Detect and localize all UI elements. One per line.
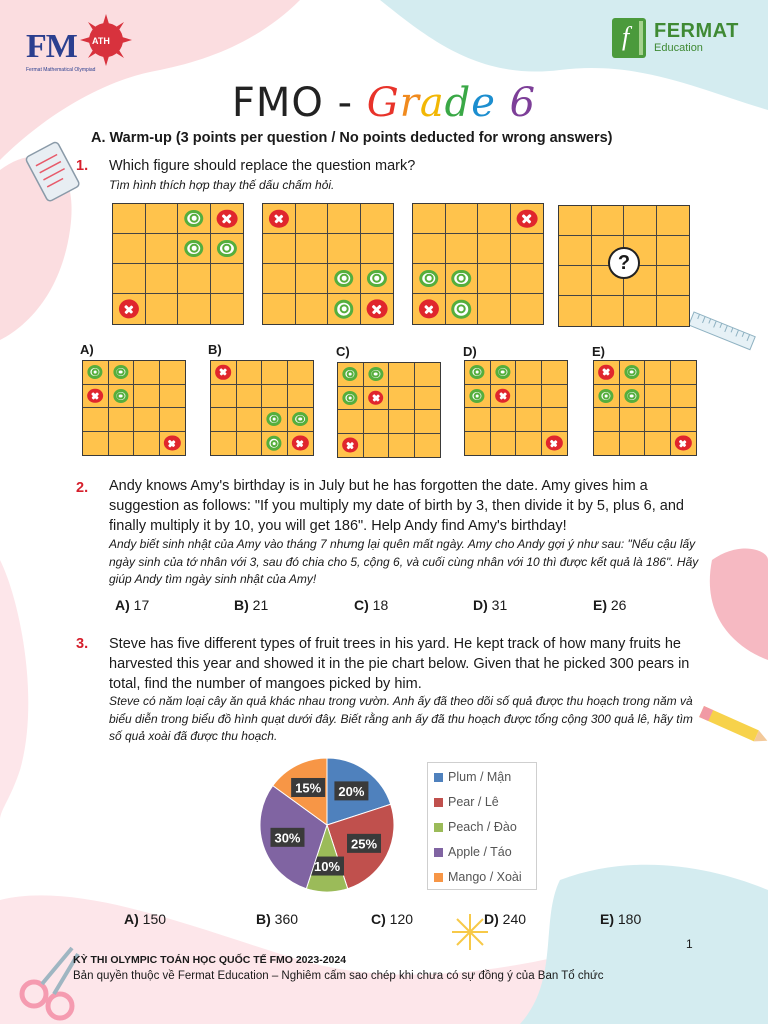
grid-cell: [262, 361, 288, 385]
green-ring-icon: [367, 270, 387, 288]
grid-cell: [146, 294, 179, 324]
green-ring-icon: [184, 240, 204, 258]
sequence-grid-2: [262, 203, 394, 325]
legend-item: [434, 769, 511, 785]
answer-letter: C): [371, 911, 386, 927]
answer-option-q2[interactable]: [234, 597, 268, 613]
grid-cell: [413, 204, 446, 234]
grid-cell: [361, 234, 394, 264]
question-3-text: Steve has five different types of fruit trees in his yard. He kept track of how many fruits he harvested this year and showed it in the pie chart below. Given that he picked 300 pears in total, find the number of mangoes picked by him.: [109, 636, 690, 692]
grid-cell: [389, 363, 415, 387]
grid-cell: [237, 361, 263, 385]
red-cross-icon: [546, 436, 562, 451]
red-cross-icon: [368, 391, 384, 405]
section-heading: A. Warm-up (3 points per question / No points deducted for wrong answers): [91, 130, 613, 146]
title-grade-letter: [496, 80, 510, 126]
grid-cell: [620, 361, 646, 385]
red-cross-icon: [495, 389, 511, 403]
title-grade-letter: e: [471, 80, 496, 126]
red-cross-icon: [419, 299, 439, 318]
grid-cell: [211, 385, 237, 409]
grid-cell: [263, 234, 296, 264]
grid-cell: [478, 204, 511, 234]
grid-cell: [594, 361, 620, 385]
red-cross-icon: [342, 438, 358, 453]
legend-swatch: [434, 873, 443, 882]
answer-option-q2[interactable]: [354, 597, 388, 613]
option-grid-3: [337, 362, 441, 458]
page-number: 1: [686, 937, 693, 951]
red-cross-icon: [119, 299, 139, 318]
grid-cell: [83, 385, 109, 409]
answer-value: 17: [129, 597, 150, 613]
grid-cell: [491, 432, 517, 456]
answer-option-q3[interactable]: [371, 911, 413, 927]
grid-cell: [594, 408, 620, 432]
legend-item: [434, 819, 517, 835]
question-2-number: 2.: [76, 480, 89, 496]
grid-cell: [134, 408, 160, 432]
footer-copyright: Bản quyền thuộc về Fermat Education – Nghiêm cấm sao chép khi chưa có sự đồng ý của Ban Tổ chức: [73, 970, 604, 982]
brand-glyph: f: [622, 22, 630, 51]
green-ring-icon: [267, 436, 282, 451]
grid-cell: [211, 294, 244, 324]
grid-cell: [237, 432, 263, 456]
grid-cell: [491, 361, 517, 385]
legend-label: Peach / Đào: [448, 820, 517, 834]
grid-cell: [413, 294, 446, 324]
grid-cell: [389, 387, 415, 411]
legend-swatch: [434, 823, 443, 832]
pie-data-label: 15%: [295, 780, 322, 796]
grid-cell: [146, 234, 179, 264]
grid-cell: [296, 264, 329, 294]
question-2-text: Andy knows Amy's birthday is in July but he has forgotten the date. Amy gives him a suggestion as follows: "If you multiply my date of birth by 3, then divide it by 5, plus 6, and finally multiply it by 10, you will get 186". Help Andy find Amy's birthday!: [109, 478, 684, 534]
grid-cell: [211, 408, 237, 432]
grid-cell: [160, 385, 186, 409]
pie-data-label: 20%: [338, 783, 365, 799]
question-3-number: 3.: [76, 636, 89, 652]
grid-cell: [645, 385, 671, 409]
grid-cell: [109, 385, 135, 409]
green-ring-icon: [343, 391, 358, 405]
grid-cell: [328, 294, 361, 324]
green-ring-icon: [334, 270, 354, 288]
green-ring-icon: [184, 210, 204, 228]
red-cross-icon: [366, 299, 387, 318]
grid-cell: [263, 294, 296, 324]
grid-cell: [296, 204, 329, 234]
answer-option-q3[interactable]: [600, 911, 641, 927]
grid-cell: [113, 264, 146, 294]
answer-value: 21: [248, 597, 269, 613]
answer-letter: A): [124, 911, 139, 927]
grid-cell: [620, 385, 646, 409]
answer-option-q3[interactable]: [124, 911, 166, 927]
grid-cell: [364, 363, 390, 387]
grid-cell: [338, 387, 364, 411]
grid-cell: [361, 264, 394, 294]
green-ring-icon: [419, 270, 439, 288]
grid-cell: [592, 206, 625, 236]
grid-cell: [542, 385, 568, 409]
grid-cell: [645, 432, 671, 456]
answer-option-q3[interactable]: [484, 911, 526, 927]
grid-cell: [338, 410, 364, 434]
logo-letters: FM: [26, 28, 77, 65]
grid-cell: [146, 204, 179, 234]
grid-cell: [645, 361, 671, 385]
grid-cell: [160, 408, 186, 432]
green-ring-icon: [217, 240, 237, 258]
grid-cell: [511, 204, 544, 234]
red-cross-icon: [215, 365, 231, 379]
grid-cell: [109, 408, 135, 432]
answer-value: 31: [487, 597, 508, 613]
answer-value: 26: [607, 597, 627, 613]
option-label: B): [208, 342, 222, 357]
question-1-number: 1.: [76, 158, 89, 174]
title-grade: [367, 80, 536, 126]
grid-cell: [415, 410, 441, 434]
legend-swatch: [434, 773, 443, 782]
grid-cell: [478, 264, 511, 294]
brand-subtitle: Education: [654, 42, 703, 54]
legend-swatch: [434, 848, 443, 857]
answer-option-q3[interactable]: [256, 911, 298, 927]
grid-cell: [657, 266, 690, 296]
grid-cell: [364, 387, 390, 411]
legend-label: Apple / Táo: [448, 845, 512, 859]
answer-letter: A): [115, 597, 130, 613]
grid-cell: [361, 204, 394, 234]
grid-cell: [160, 361, 186, 385]
grid-cell: [178, 294, 211, 324]
grid-cell: [211, 204, 244, 234]
grid-cell: [478, 234, 511, 264]
grid-cell: [594, 432, 620, 456]
grid-cell: [364, 410, 390, 434]
grid-cell: [237, 385, 263, 409]
green-ring-icon: [113, 389, 128, 403]
grid-cell: [511, 234, 544, 264]
logo-subtitle: Fermat Mathematical Olympiad: [26, 67, 96, 73]
grid-cell: [389, 410, 415, 434]
red-cross-icon: [675, 436, 691, 451]
green-ring-icon: [451, 270, 471, 288]
legend-item: [434, 844, 512, 860]
grid-cell: [559, 236, 592, 266]
grid-cell: [178, 264, 211, 294]
grid-cell: [263, 204, 296, 234]
answer-letter: C): [354, 597, 369, 613]
grid-cell: [620, 432, 646, 456]
page-title: [0, 80, 768, 126]
grid-cell: [559, 206, 592, 236]
grid-cell: [237, 408, 263, 432]
option-label: D): [463, 344, 477, 359]
grid-cell: [491, 385, 517, 409]
grid-cell: [559, 296, 592, 326]
answer-letter: B): [234, 597, 249, 613]
grid-cell: [160, 432, 186, 456]
grid-cell: [83, 361, 109, 385]
grid-cell: [134, 361, 160, 385]
green-ring-icon: [88, 365, 103, 379]
grid-cell: [465, 408, 491, 432]
pie-data-label: 25%: [350, 836, 378, 852]
red-cross-icon: [216, 209, 237, 228]
grid-cell: [364, 434, 390, 458]
grid-cell: [511, 294, 544, 324]
title-main: FMO -: [231, 80, 367, 126]
grid-cell: [83, 432, 109, 456]
grid-cell: [671, 408, 697, 432]
grid-cell: [413, 234, 446, 264]
answer-letter: D): [473, 597, 488, 613]
green-ring-icon: [495, 365, 510, 379]
answer-value: 180: [614, 911, 642, 927]
title-grade-letter: d: [444, 80, 472, 126]
option-grid-1: [82, 360, 186, 456]
grid-cell: [178, 204, 211, 234]
grid-cell: [516, 432, 542, 456]
grid-cell: [288, 361, 314, 385]
grid-cell: [516, 408, 542, 432]
grid-cell: [83, 408, 109, 432]
grid-cell: [542, 361, 568, 385]
grid-cell: [516, 361, 542, 385]
grid-cell: [361, 294, 394, 324]
answer-value: 120: [385, 911, 414, 927]
legend-swatch: [434, 798, 443, 807]
logo-ath: ATH: [92, 36, 110, 46]
sequence-grid-3: [412, 203, 544, 325]
grid-cell: [288, 408, 314, 432]
grid-cell: [491, 408, 517, 432]
grid-cell: [624, 296, 657, 326]
footer-contest: KỲ THI OLYMPIC TOÁN HỌC QUỐC TẾ FMO 2023-2024: [73, 954, 347, 966]
grid-cell: [262, 408, 288, 432]
grid-cell: [296, 234, 329, 264]
green-ring-icon: [368, 367, 383, 381]
grid-cell: [328, 264, 361, 294]
grid-cell: [415, 363, 441, 387]
green-ring-icon: [451, 300, 471, 319]
green-ring-icon: [267, 412, 282, 426]
grid-cell: [620, 408, 646, 432]
grid-cell: [211, 361, 237, 385]
grid-cell: [211, 234, 244, 264]
option-label: C): [336, 344, 350, 359]
grid-cell: [559, 266, 592, 296]
grid-cell: [465, 385, 491, 409]
grid-cell: [465, 361, 491, 385]
grid-cell: [262, 432, 288, 456]
grid-cell: [113, 204, 146, 234]
legend-item: [434, 794, 499, 810]
grid-cell: [328, 204, 361, 234]
grid-cell: [146, 264, 179, 294]
answer-option-q2[interactable]: [115, 597, 149, 613]
answer-value: 240: [498, 911, 527, 927]
grid-cell: [465, 432, 491, 456]
green-ring-icon: [599, 389, 614, 403]
grid-cell: [413, 264, 446, 294]
question-1-vietnamese: Tìm hình thích hợp thay thế dấu chấm hỏi.: [109, 178, 335, 192]
question-1-text: Which figure should replace the question mark?: [109, 158, 416, 174]
pie-legend: [427, 762, 537, 890]
red-cross-icon: [598, 365, 614, 379]
grid-cell: [211, 264, 244, 294]
grid-cell: [288, 385, 314, 409]
grid-cell: [446, 204, 479, 234]
title-grade-letter: 6: [509, 80, 537, 126]
legend-label: Plum / Mận: [448, 770, 512, 784]
grid-cell: [134, 385, 160, 409]
green-ring-icon: [624, 389, 639, 403]
grid-cell: [594, 385, 620, 409]
grid-cell: [446, 264, 479, 294]
red-cross-icon: [516, 209, 537, 228]
grid-cell: [657, 296, 690, 326]
grid-cell: [657, 206, 690, 236]
fermat-education-logo: [612, 18, 752, 62]
sequence-grid-1: [112, 203, 244, 325]
grid-cell: [113, 234, 146, 264]
grid-cell: [542, 432, 568, 456]
grid-cell: [542, 408, 568, 432]
grid-cell: [263, 264, 296, 294]
option-label: E): [592, 344, 605, 359]
green-ring-icon: [343, 367, 358, 381]
grid-cell: [624, 206, 657, 236]
grid-cell: [109, 432, 135, 456]
grid-cell: [671, 385, 697, 409]
pie-data-label: 30%: [274, 830, 301, 846]
grid-cell: [446, 234, 479, 264]
green-ring-icon: [334, 300, 354, 319]
grid-cell: [211, 432, 237, 456]
answer-letter: B): [256, 911, 271, 927]
title-grade-letter: a: [419, 80, 445, 126]
legend-label: Mango / Xoài: [448, 870, 522, 884]
grid-cell: [328, 234, 361, 264]
grid-cell: [671, 361, 697, 385]
grid-cell: [338, 434, 364, 458]
pie-data-label: 10%: [313, 859, 341, 875]
question-2-vietnamese: Andy biết sinh nhật của Amy vào tháng 7 nhưng lại quên mất ngày. Amy cho Andy gợi ý như sau: "Nếu cậu lấy ngày sinh của tớ nhân với 3, sau đó chia cho 5, cộng 6, và cuối cùng nhân với 10 thì được kết quả là 186". Hãy giúp Andy tìm ngày sinh nhật của Amy!: [109, 537, 699, 586]
option-grid-5: [593, 360, 697, 456]
grid-cell: [109, 361, 135, 385]
red-cross-icon: [87, 389, 103, 403]
grid-cell: [338, 363, 364, 387]
title-grade-letter: G: [366, 80, 400, 126]
red-cross-icon: [269, 209, 289, 228]
green-ring-icon: [470, 365, 485, 379]
green-ring-icon: [113, 365, 128, 379]
grid-cell: [671, 432, 697, 456]
brand-name: FERMAT: [654, 20, 739, 42]
grid-cell: [113, 294, 146, 324]
answer-letter: E): [593, 597, 607, 613]
option-grid-4: [464, 360, 568, 456]
grid-cell: [178, 234, 211, 264]
grid-cell: [516, 385, 542, 409]
grid-cell: [262, 385, 288, 409]
pie-chart: [248, 756, 413, 894]
legend-label: Pear / Lê: [448, 795, 499, 809]
grid-cell: [296, 294, 329, 324]
green-ring-icon: [624, 365, 639, 379]
grid-cell: [389, 434, 415, 458]
answer-letter: D): [484, 911, 499, 927]
answer-letter: E): [600, 911, 614, 927]
grid-cell: [134, 432, 160, 456]
title-grade-letter: r: [399, 80, 420, 126]
grid-cell: [645, 408, 671, 432]
question-3-vietnamese: Steve có năm loại cây ăn quả khác nhau trong vườn. Anh ấy đã theo dõi số quả được thu hoạch trong năm và biểu diễn trong biểu đồ hình quạt dưới đây. Biết rằng anh ấy đã thu hoạch được tổng cộng 300 quả lê, hãy tìm số quả xoài đã được thu hoạch.: [109, 694, 693, 743]
answer-option-q2[interactable]: [473, 597, 507, 613]
grid-cell: [415, 387, 441, 411]
answer-value: 18: [368, 597, 389, 613]
grid-cell: [657, 236, 690, 266]
question-mark-icon: ?: [608, 247, 640, 279]
fmo-logo: [22, 14, 132, 76]
legend-item: [434, 869, 522, 885]
grid-cell: [446, 294, 479, 324]
answer-option-q2[interactable]: [593, 597, 626, 613]
option-label: A): [80, 342, 94, 357]
answer-value: 150: [138, 911, 167, 927]
grid-cell: [478, 294, 511, 324]
green-ring-icon: [470, 389, 485, 403]
red-cross-icon: [292, 436, 308, 451]
answer-value: 360: [270, 911, 299, 927]
grid-cell: [592, 296, 625, 326]
grid-cell: [415, 434, 441, 458]
green-ring-icon: [292, 412, 308, 426]
option-grid-2: [210, 360, 314, 456]
red-cross-icon: [164, 436, 180, 451]
grid-cell: [288, 432, 314, 456]
grid-cell: [511, 264, 544, 294]
